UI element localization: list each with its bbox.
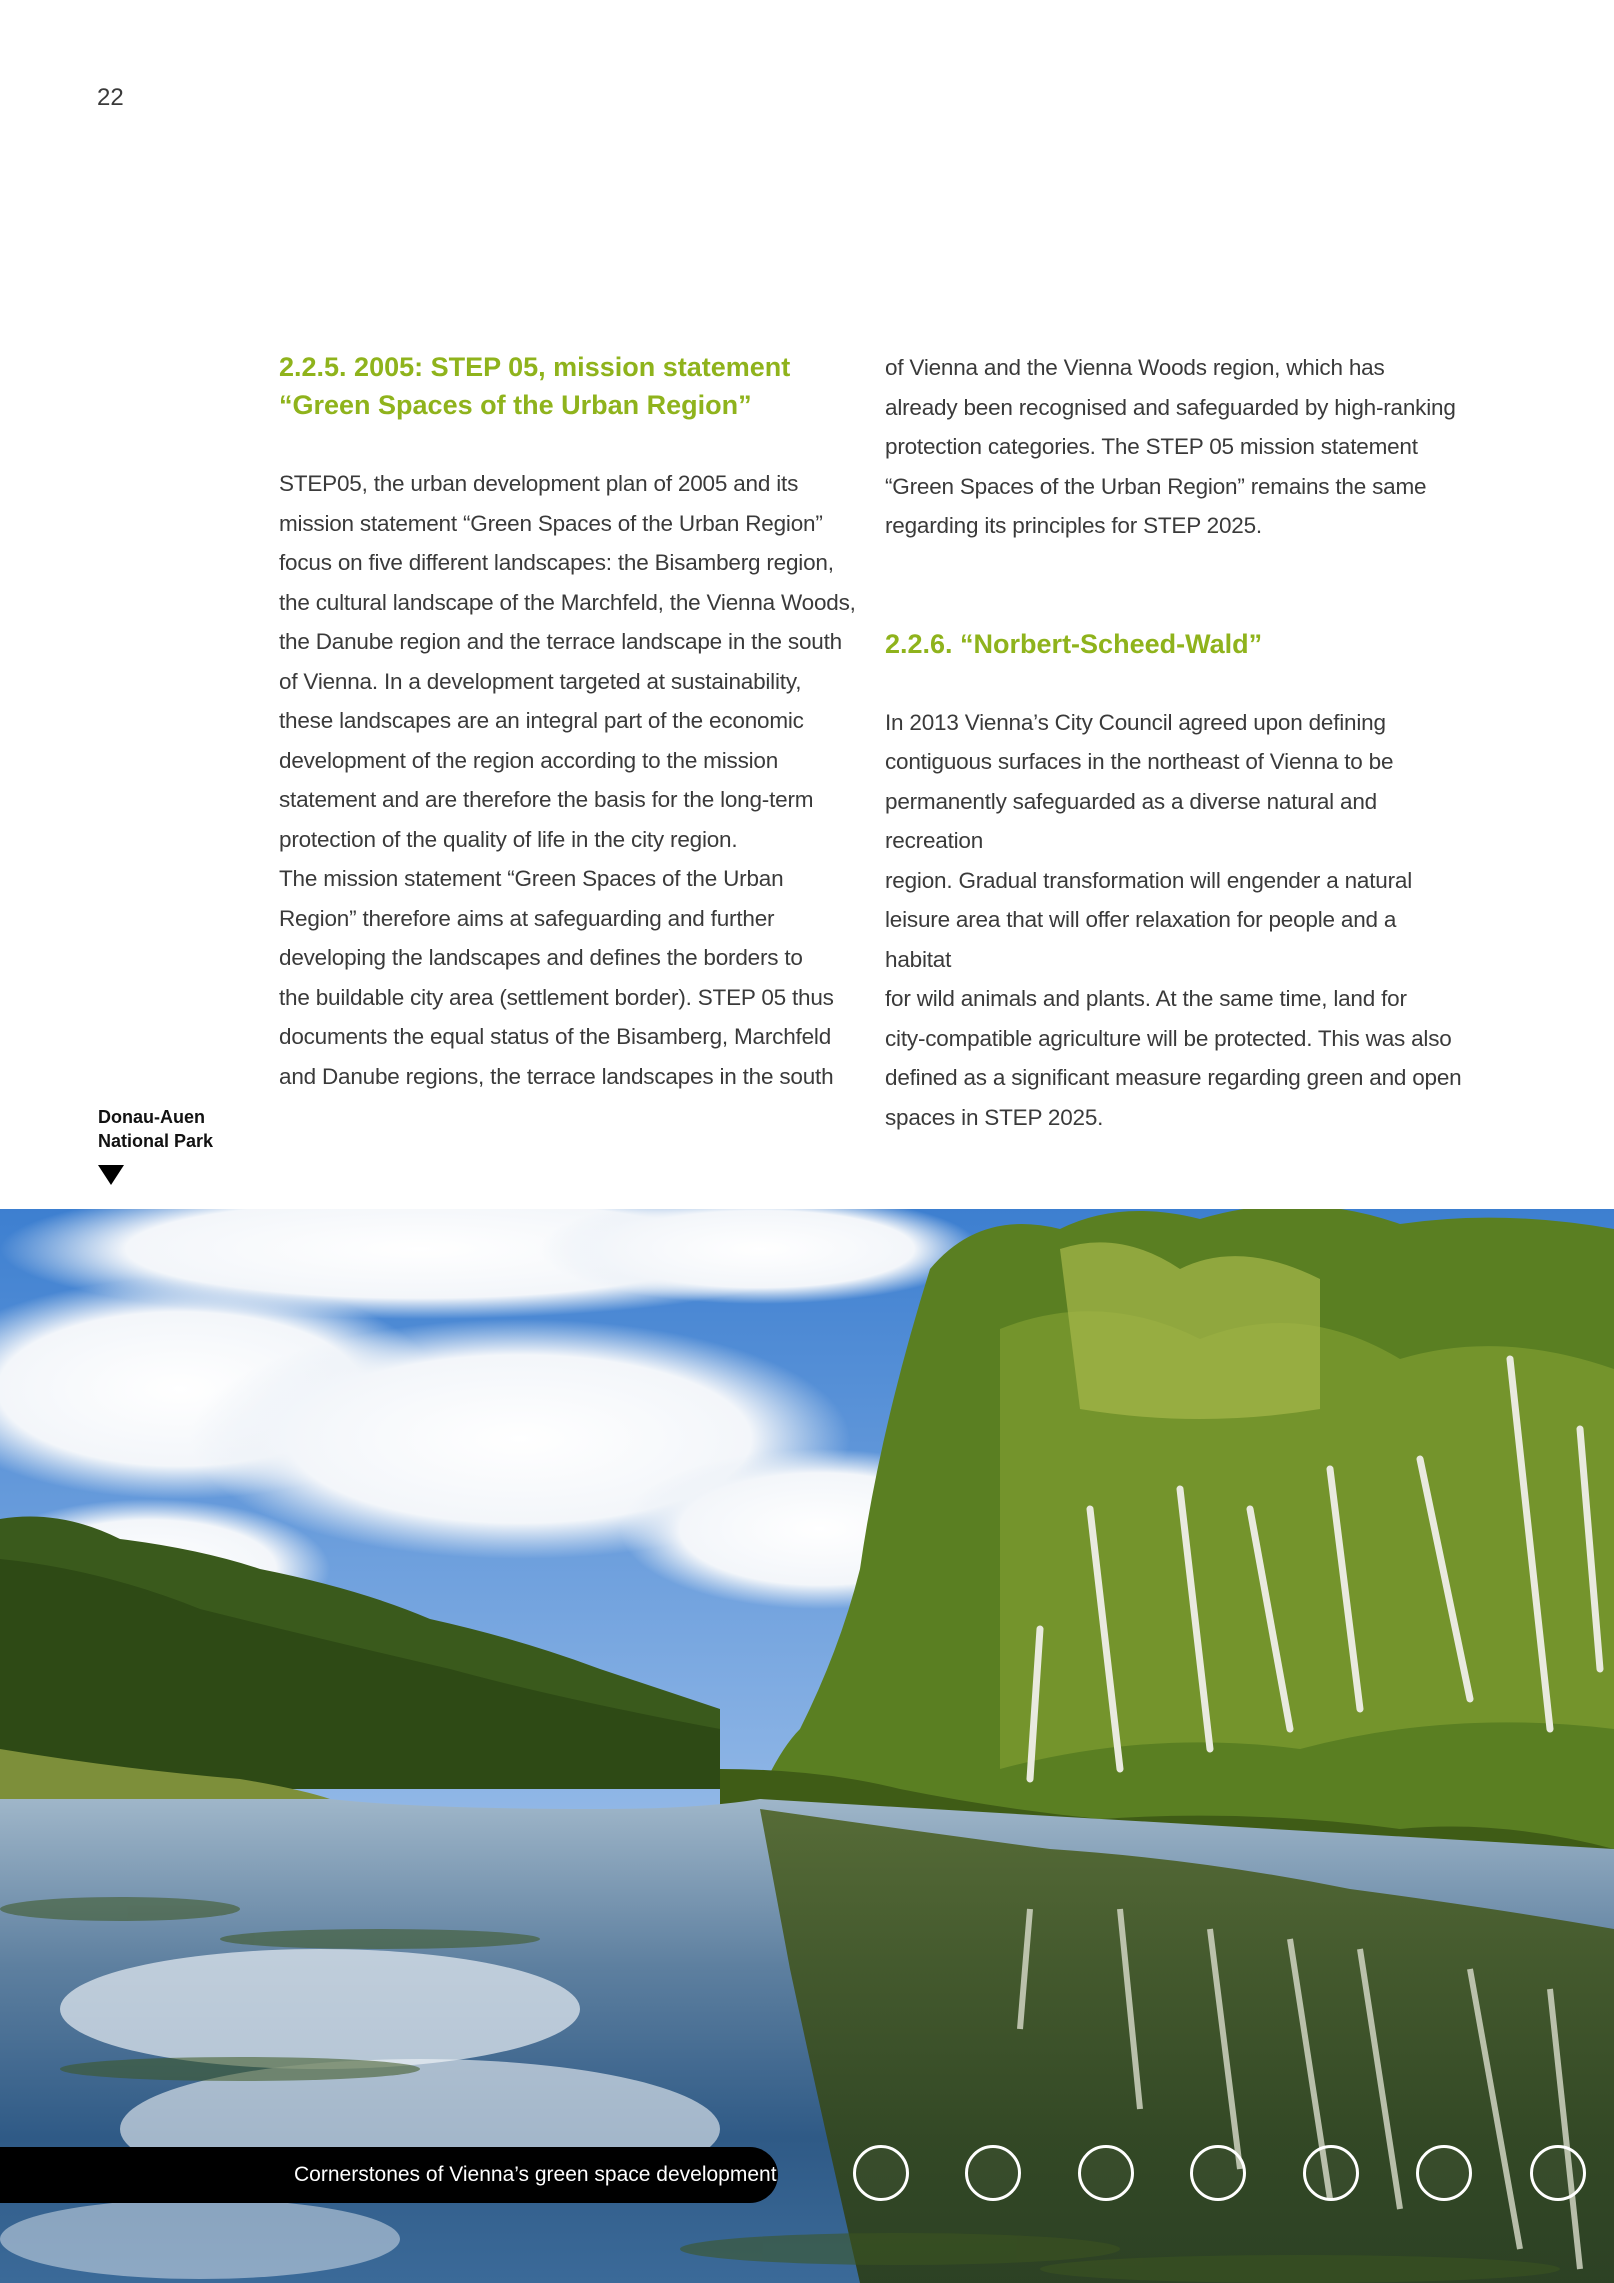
text-line: protection of the quality of life in the city region. <box>279 826 738 852</box>
text-line: regarding its principles for STEP 2025. <box>885 513 1262 538</box>
paragraph-mission-statement <box>279 859 859 1096</box>
photo-label-line: National Park <box>98 1131 214 1151</box>
nav-circle-icon[interactable] <box>965 2145 1021 2201</box>
text-line: developing the landscapes and defines the borders to <box>279 945 803 970</box>
photo-label-line: Donau-Auen <box>98 1107 205 1127</box>
text-line: the buildable city area (settlement border). STEP 05 thus <box>279 984 834 1010</box>
text-line: leisure area that will offer relaxation for people and a habitat <box>885 907 1397 972</box>
paragraph-norbert-scheed-wald <box>885 703 1465 1138</box>
photo-label <box>98 1105 213 1153</box>
nav-circle-icon[interactable] <box>1416 2145 1472 2201</box>
text-line: documents the equal status of the Bisamberg, Marchfeld <box>279 1024 832 1049</box>
text-line: defined as a significant measure regarding green and open <box>885 1065 1462 1090</box>
text-line: protection categories. The STEP 05 mission statement <box>885 434 1418 459</box>
nav-circle-icon[interactable] <box>853 2145 909 2201</box>
nav-circle-icon[interactable] <box>1078 2145 1134 2201</box>
text-line: region. Gradual transformation will engender a natural <box>885 867 1413 893</box>
heading-line: “Green Spaces of the Urban Region” <box>279 390 752 420</box>
text-line: the Danube region and the terrace landscape in the south <box>279 629 842 654</box>
text-line: In 2013 Vienna’s City Council agreed upon defining <box>885 709 1386 735</box>
text-line: Region” therefore aims at safeguarding and further <box>279 905 775 931</box>
nav-circle-icon[interactable] <box>1190 2145 1246 2201</box>
heading-line: 2.2.5. 2005: STEP 05, mission statement <box>279 352 791 382</box>
text-line: permanently safeguarded as a diverse natural and recreation <box>885 788 1377 853</box>
text-line: focus on five different landscapes: the Bisamberg region, <box>279 550 834 575</box>
text-line: these landscapes are an integral part of the economic <box>279 708 804 733</box>
right-column <box>885 348 1465 1137</box>
text-line: mission statement “Green Spaces of the Urban Region” <box>279 510 823 536</box>
text-line: contiguous surfaces in the northeast of Vienna to be <box>885 749 1394 774</box>
river-landscape-photo <box>0 1209 1614 2283</box>
text-line: of Vienna. In a development targeted at sustainability, <box>279 668 802 694</box>
text-line: STEP05, the urban development plan of 2005 and its <box>279 471 799 496</box>
text-line: The mission statement “Green Spaces of the Urban <box>279 866 784 891</box>
text-line: development of the region according to the mission <box>279 747 779 773</box>
text-line: for wild animals and plants. At the same time, land for <box>885 986 1407 1011</box>
nav-circle-icon[interactable] <box>1303 2145 1359 2201</box>
text-line: city-compatible agriculture will be protected. This was also <box>885 1025 1452 1051</box>
caption-bar: Cornerstones of Vienna’s green space development <box>0 2147 778 2203</box>
section-heading-2-2-6: 2.2.6. “Norbert-Scheed-Wald” <box>885 628 1263 659</box>
text-line: of Vienna and the Vienna Woods region, which has <box>885 355 1385 380</box>
text-line: and Danube regions, the terrace landscapes in the south <box>279 1063 834 1089</box>
paragraph-step05 <box>279 464 859 859</box>
text-line: spaces in STEP 2025. <box>885 1104 1104 1130</box>
text-line: “Green Spaces of the Urban Region” remains the same <box>885 473 1427 499</box>
nav-circle-icon[interactable] <box>1530 2145 1586 2201</box>
page-number: 22 <box>97 84 124 111</box>
text-line: statement and are therefore the basis for the long-term <box>279 787 814 812</box>
left-column <box>279 348 859 1096</box>
text-line: the cultural landscape of the Marchfeld, the Vienna Woods, <box>279 589 856 615</box>
paragraph-continued <box>885 348 1465 546</box>
text-line: already been recognised and safeguarded by high-ranking <box>885 394 1456 420</box>
section-heading-2-2-5 <box>279 348 859 424</box>
triangle-down-icon <box>98 1165 124 1185</box>
